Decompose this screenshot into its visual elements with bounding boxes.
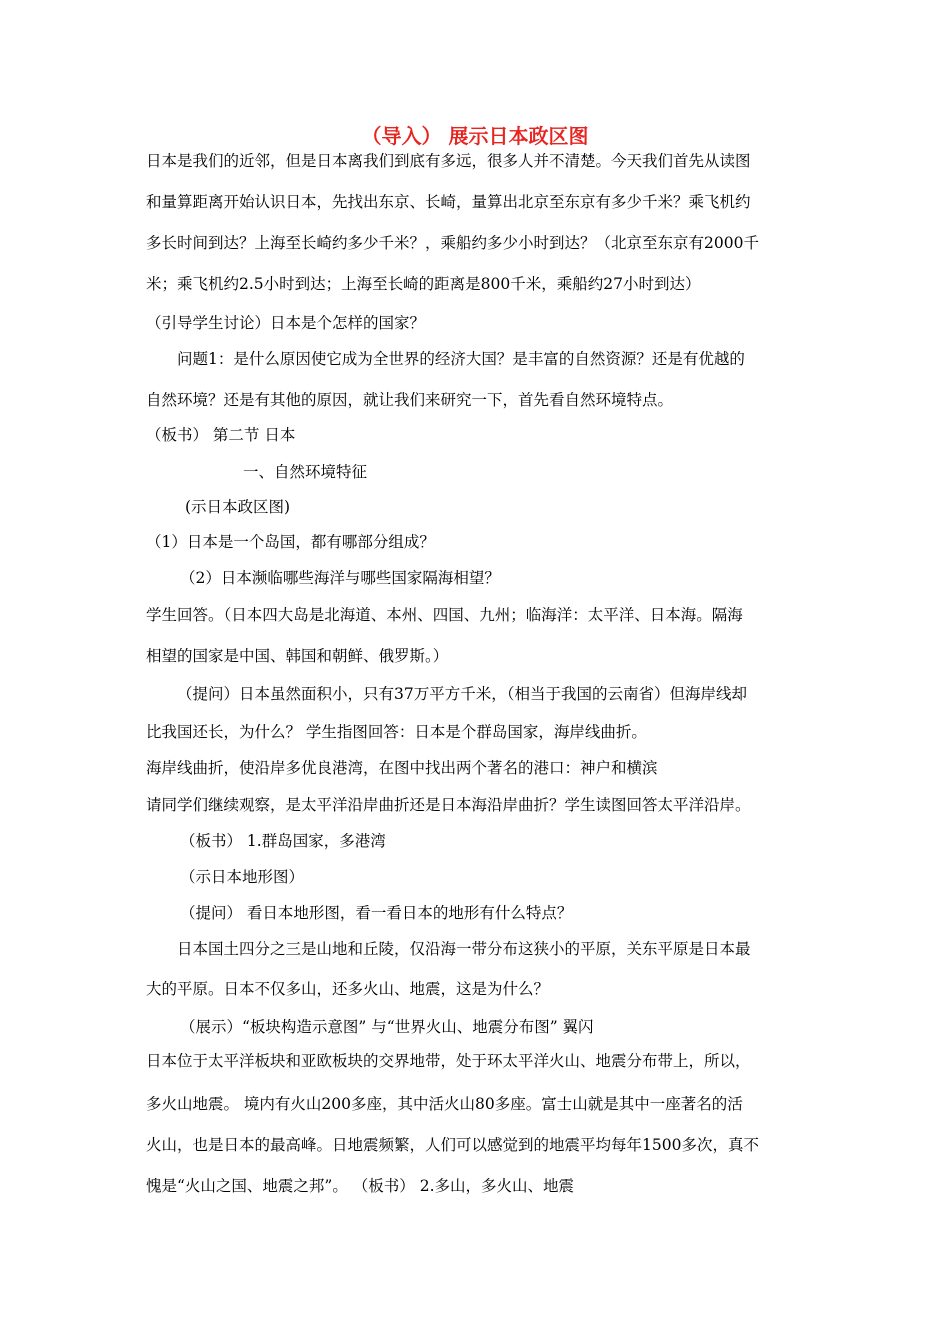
section-heading: 一、自然环境特征 [243,463,368,481]
paragraph-line: (示日本政区图) [185,498,291,516]
paragraph-line: 愧是“火山之国、地震之邦”。 （板书） 2.多山，多火山、地震 [146,1177,574,1195]
paragraph-line: 大的平原。日本不仅多山，还多火山、地震，这是为什么？ [146,980,550,998]
board-note: （板书） 第二节 日本 [146,426,296,444]
paragraph-line: （示日本地形图） [180,868,305,886]
paragraph-line: 日本是我们的近邻，但是日本离我们到底有多远，很多人并不清楚。今天我们首先从读图 [146,152,751,170]
paragraph-line: 多长时间到达？上海至长崎约多少千米？，乘船约多少小时到达？（北京至东京有2000千 [146,234,759,252]
paragraph-line: （引导学生讨论）日本是个怎样的国家？ [146,314,426,332]
paragraph-line: 火山，也是日本的最高峰。日地震频繁，人们可以感觉到的地震平均每年1500多次，真不 [146,1136,759,1154]
paragraph-line: 问题1：是什么原因使它成为全世界的经济大国？是丰富的自然资源？还是有优越的 [177,350,745,368]
paragraph-line: 日本国土四分之三是山地和丘陵，仅沿海一带分布这狭小的平原，关东平原是日本最 [177,940,751,958]
question-line: （2）日本濒临哪些海洋与哪些国家隔海相望？ [180,569,500,587]
paragraph-line: 学生回答。（日本四大岛是北海道、本州、四国、九州；临海洋：太平洋、日本海。隔海 [146,606,743,624]
document-title: （导入） 展示日本政区图 [361,124,589,148]
paragraph-line: 多火山地震。 境内有火山200多座，其中活火山80多座。富士山就是其中一座著名的活 [146,1095,743,1113]
paragraph-line: （提问） 看日本地形图，看一看日本的地形有什么特点？ [180,904,573,922]
paragraph-line: 米；乘飞机约2.5小时到达；上海至长崎的距离是800千米，乘船约27小时到达） [146,275,701,293]
question-line: （1）日本是一个岛国，都有哪部分组成？ [146,533,435,551]
paragraph-line: 自然环境？还是有其他的原因，就让我们来研究一下，首先看自然环境特点。 [146,391,674,409]
paragraph-line: 相望的国家是中国、韩国和朝鲜、俄罗斯。） [146,647,449,665]
paragraph-line: （展示）“板块构造示意图” 与“世界火山、地震分布图” 翼闪 [180,1018,594,1036]
paragraph-line: 请同学们继续观察，是太平洋沿岸曲折还是日本海沿岸曲折？学生读图回答太平洋沿岸。 [146,796,751,814]
paragraph-line: （提问）日本虽然面积小，只有37万平方千米，（相当于我国的云南省）但海岸线却 [177,685,747,703]
paragraph-line: 比我国还长，为什么？ 学生指图回答：日本是个群岛国家，海岸线曲折。 [146,723,647,741]
paragraph-line: 日本位于太平洋板块和亚欧板块的交界地带，处于环太平洋火山、地震分布带上，所以， [146,1052,751,1070]
paragraph-line: 和量算距离开始认识日本，先找出东京、长崎，量算出北京至东京有多少千米？乘飞机约 [146,193,751,211]
paragraph-line: 海岸线曲折，使沿岸多优良港湾，在图中找出两个著名的港口：神户和横滨 [146,759,658,777]
board-note: （板书） 1.群岛国家，多港湾 [180,832,386,850]
